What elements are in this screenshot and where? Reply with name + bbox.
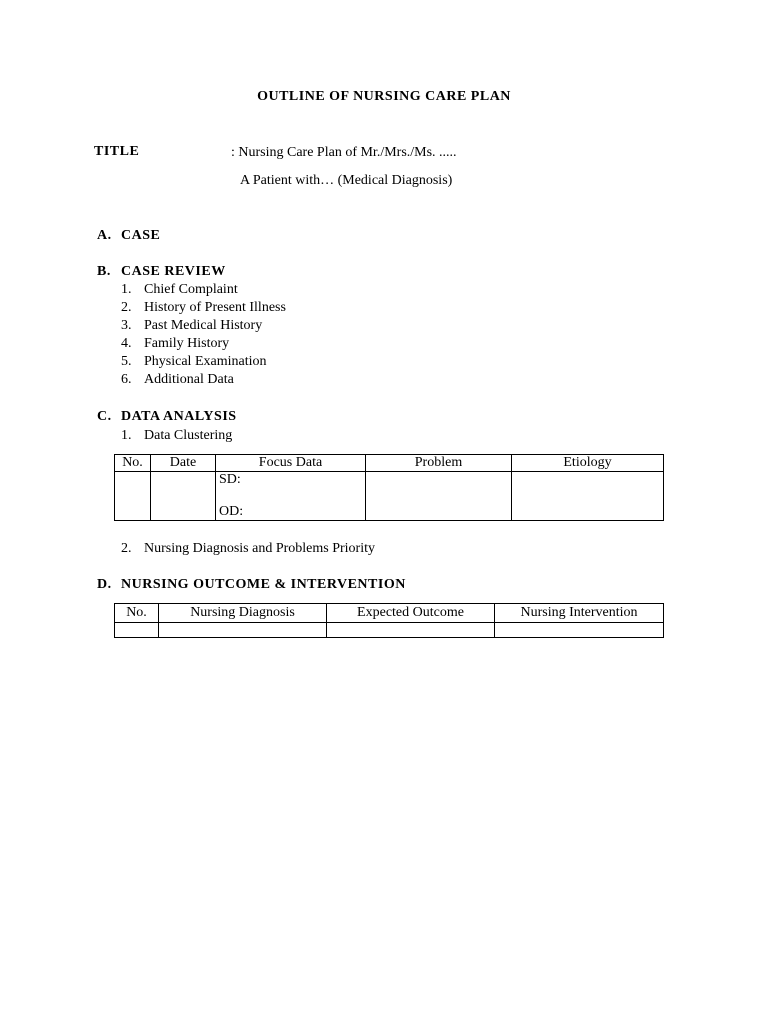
section-d-letter: D. (97, 577, 112, 592)
list-item-number: 3. (121, 318, 132, 333)
objective-data-label: OD: (219, 504, 244, 519)
column-header-no: No. (115, 604, 159, 623)
list-item-number: 2. (121, 541, 132, 556)
list-item: Additional Data (144, 372, 234, 387)
table-cell-nursing-diagnosis[interactable] (159, 623, 327, 638)
subjective-data-label: SD: (219, 472, 241, 487)
section-a-title: CASE (121, 228, 161, 243)
table-cell-no[interactable] (115, 472, 151, 521)
table-cell-no[interactable] (115, 623, 159, 638)
column-header-problem: Problem (366, 455, 512, 472)
nursing-outcome-table (114, 603, 664, 638)
list-item: Physical Examination (144, 354, 267, 369)
column-header-no: No. (115, 455, 151, 472)
title-label: TITLE (94, 144, 140, 159)
page-title: OUTLINE OF NURSING CARE PLAN (257, 89, 511, 104)
column-header-nursing-diagnosis: Nursing Diagnosis (159, 604, 327, 623)
table-header-row (115, 455, 664, 472)
section-b-title: CASE REVIEW (121, 264, 226, 279)
list-item-number: 5. (121, 354, 132, 369)
table-cell-problem[interactable] (366, 472, 512, 521)
column-header-date: Date (151, 455, 216, 472)
table-row (115, 623, 664, 638)
list-item-number: 6. (121, 372, 132, 387)
table-cell-nursing-intervention[interactable] (495, 623, 664, 638)
table-cell-etiology[interactable] (512, 472, 664, 521)
column-header-nursing-intervention: Nursing Intervention (495, 604, 664, 623)
list-item-number: 2. (121, 300, 132, 315)
section-c-letter: C. (97, 409, 112, 424)
list-item: Family History (144, 336, 230, 351)
table-cell-expected-outcome[interactable] (327, 623, 495, 638)
data-clustering-table (114, 454, 664, 521)
section-c-title: DATA ANALYSIS (121, 409, 237, 424)
section-a-letter: A. (97, 228, 112, 243)
title-line-2: A Patient with… (Medical Diagnosis) (240, 173, 453, 188)
section-d-title: NURSING OUTCOME & INTERVENTION (121, 577, 406, 592)
column-header-focus-data: Focus Data (216, 455, 366, 472)
list-item-number: 1. (121, 282, 132, 297)
table-cell-date[interactable] (151, 472, 216, 521)
table-header-row (115, 604, 664, 623)
section-b-letter: B. (97, 264, 111, 279)
table-row (115, 472, 664, 521)
list-item-number: 4. (121, 336, 132, 351)
list-item-number: 1. (121, 428, 132, 443)
column-header-etiology: Etiology (512, 455, 664, 472)
list-item: Chief Complaint (144, 282, 238, 297)
list-item: Data Clustering (144, 428, 233, 443)
column-header-expected-outcome: Expected Outcome (327, 604, 495, 623)
title-line-1: : Nursing Care Plan of Mr./Mrs./Ms. ..... (231, 145, 457, 160)
table-cell-focus-data[interactable] (216, 472, 366, 521)
list-item: Nursing Diagnosis and Problems Priority (144, 541, 375, 556)
list-item: Past Medical History (144, 318, 263, 333)
list-item: History of Present Illness (144, 300, 286, 315)
